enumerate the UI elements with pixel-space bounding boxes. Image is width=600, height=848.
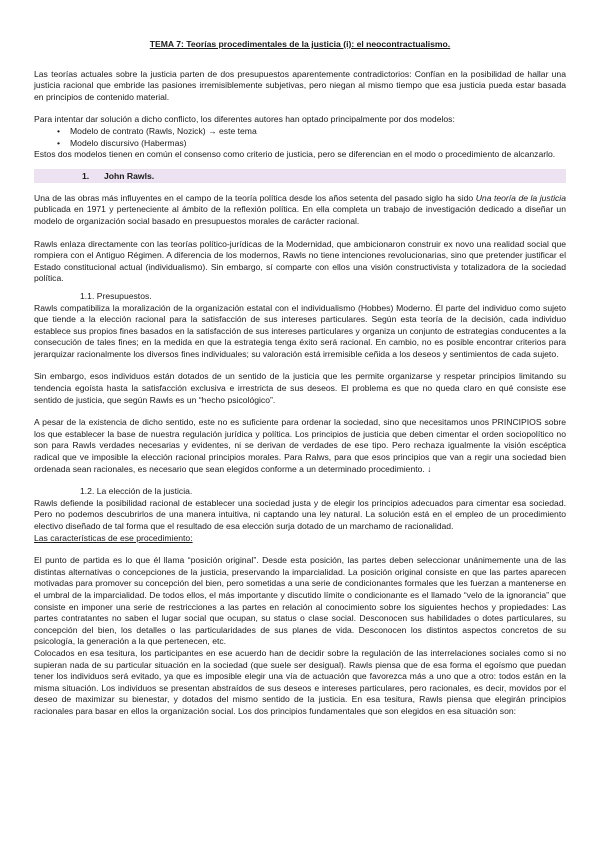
subsection1-1-paragraph-3: A pesar de la existencia de dicho sentido, este no es suficiente para ordenar la sociedad, sino que necesitamos unos PRINCIPIOS sobre los que establecer la base de nuestra regulación jurídica y política. Los principios de justicia que deben cimentar el orden sociopolítico no son para Rawls verdades necesarias y evidentes, ni se derivan de verdades de ese tipo. Pero rechaza igualmente la visión escéptica radical que ve imposible la elección racional principios morales. Para Ralws, para que esos principios que van a regir una sociedad bien ordenada sean racionales, es necesario que sean elegidos conforme a un determinado procedimiento. ↓ xyxy=(34,417,566,474)
subsection1-1-paragraph-1: Rawls compatibiliza la moralización de la organización estatal con el individualismo (Hobbes) Moderno. Él parte del individuo como sujeto que tiende a la elección racional para la satisfacción de sus intereses particulares. Según esta teoría de la decisión, cada individuo establece sus propios fines basados en la satisfacción de sus intereses particulares y organiza un conjunto de estrategias conducentes a la consecución de tales fines; en la medida en que la estrategia tenga éxito será racional. En cambio, no es posible encontrar criterios para jerarquizar racionalmente los diversos fines individuales; su valoración está irremisible ceñida a los deseos y sentimientos de cada sujeto. xyxy=(34,302,566,359)
subsection1-2-paragraph-2: El punto de partida es lo que él llama “posición original”. Desde esta posición, las partes deben seleccionar unánimemente una de las distintas alternativas o concepciones de la justicia, preservando la imparcialidad. La posición original consiste en que las partes aparecen motivadas para promover su concepción del bien, pero sometidas a una serie de condicionantes formales que les fuerzan a mantenerse en el umbral de la imparcialidad. De todos ellos, el más importante y discutido límite o condicionante es el llamado “velo de la ignorancia” que consiste en imponer una serie de restricciones a las partes en relación al conocimiento sobre los siguientes hechos y propiedades: Las partes contratantes no saben el lugar social que ocupan, su status o clase social. Desconocen sus habilidades o dotes particulares, su concepción del bien, los detalles o las particularidades de sus planes de vida. Desconocen los distintos aspectos concretos de su psicología, la generación a la que pertenecen, etc. xyxy=(34,555,566,647)
section1-paragraph-2: Rawls enlaza directamente con las teorías político-jurídicas de la Modernidad, que ambicionaron construir ex novo una realidad social que rompiera con el Antiguo Régimen. A diferencia de los modernos, Rawls no tiene intenciones revolucionarias, sino que pretender justificar el Estado constitucional actual (individualismo). Sin embargo, sí comparte con ellos una visión constructivista y totalizadora de la sociedad política. xyxy=(34,238,566,284)
subsection1-2-paragraph-3: Colocados en esa tesitura, los participantes en ese acuerdo han de decidir sobre la regulación de las interrelaciones sociales como si no supieran nada de su particular situación en la sociedad (que suele ser desigual). Rawls piensa que de esa forma el egoísmo que puedan tener los individuos será evitado, ya que es imposible elegir una vía de actuación que favorezca más a uno que a otro: todos están en la misma situación. Los individuos se presentan abstraídos de sus deseos e intereses particulares, pero racionales, es decir, movidos por el deseo de maximizar su bienestar, y dotados del mismo sentido de la justicia. En esa tesitura, Rawls piensa que elegirán principios racionales para basar en ellos la organización social. Los dos principios fundamentales que son elegidos en esa situación son: xyxy=(34,647,566,716)
subsection-heading-1-1: 1.1. Presupuestos. xyxy=(80,290,152,301)
intro-paragraph-1: Las teorías actuales sobre la justicia parten de dos presupuestos aparentemente contradictorios: Confían en la posibilidad de hallar una justicia racional que embride las pasiones irremisiblemente subjetivas, pero niegan al mismo tiempo que esa justicia pueda estar basada en principios de contenido material. xyxy=(34,68,566,102)
intro-paragraph-3: Estos dos modelos tienen en común el consenso como criterio de justicia, pero se diferencian en el modo o procedimiento de alcanzarlo. xyxy=(34,149,556,160)
book-title: Una teoría de la justicia xyxy=(475,192,566,203)
procedure-characteristics-heading: Las características de ese procedimiento: xyxy=(34,532,193,543)
intro-paragraph-2: Para intentar dar solución a dicho conflicto, los diferentes autores han optado principalmente por dos modelos: xyxy=(34,114,455,125)
section-title: John Rawls. xyxy=(104,170,155,181)
section1-paragraph-1 xyxy=(34,193,566,228)
page-title: TEMA 7: Teorías procedimentales de la justicia (i): el neocontractualismo. xyxy=(149,39,451,49)
text-run: Una de las obras más influyentes en el campo de la teoría política desde los años setenta del pasado siglo ha sido xyxy=(34,192,476,203)
text-run: publicada en 1971 y perteneciente al ámbito de la reflexión política. En ella completa un trabajo de investigación dedicado a diseñar un modelo de organización social basado en presupuestos morales de carácter racional. xyxy=(34,204,566,226)
list-item: • Modelo discursivo (Habermas) xyxy=(70,138,566,150)
subsection1-1-paragraph-2: Sin embargo, esos individuos están dotados de un sentido de la justicia que les permite organizarse y respetar principios limitando su tendencia egoísta hasta la satisfacción exclusiva e irrestricta de sus deseos. El problema es que no queda claro en qué consiste ese sentido de justicia, que según Rawls es un “hecho psicológico”. xyxy=(34,371,566,405)
subsection-heading-1-2: 1.2. La elección de la justicia. xyxy=(80,486,193,497)
subsection1-2-paragraph-1: Rawls defiende la posibilidad racional de establecer una sociedad justa y de elegir los principios adecuados para cimentar esa sociedad. Pero no podemos descubrirlos de una manera intuitiva, ni captando una ley natural. La solución está en el empleo de un procedimiento electivo diseñado de tal forma que el resultado de esa elección surja dotado de un marchamo de racionalidad. xyxy=(34,497,566,531)
list-item: • Modelo de contrato (Rawls, Nozick) → este tema xyxy=(70,126,566,138)
models-list xyxy=(34,126,566,149)
section-number: 1. xyxy=(82,170,90,181)
section-heading-1 xyxy=(34,169,566,183)
